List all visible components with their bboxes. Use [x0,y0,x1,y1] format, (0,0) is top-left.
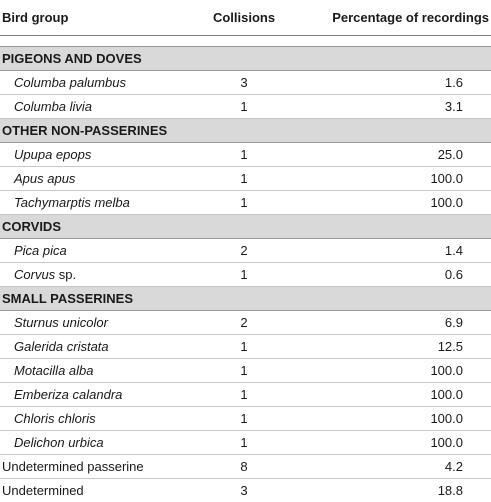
collisions-value: 1 [190,263,290,287]
percentage-value: 100.0 [290,191,491,215]
species-suffix: sp. [55,267,76,282]
percentage-value: 4.2 [290,455,491,479]
table-row [0,479,491,502]
table-row [0,335,491,359]
percentage-value: 1.4 [290,239,491,263]
header-row [0,0,491,36]
table-row [0,143,491,167]
species-name: Motacilla alba [0,359,190,383]
percentage-value: 100.0 [290,359,491,383]
table-row [0,95,491,119]
percentage-value: 100.0 [290,167,491,191]
collisions-value: 2 [190,239,290,263]
species-name: Sturnus unicolor [0,311,190,335]
table-row [0,71,491,95]
table-row [0,383,491,407]
group-row [0,215,491,239]
table-row [0,407,491,431]
table-row [0,263,491,287]
species-name [0,263,190,287]
collisions-value: 1 [190,191,290,215]
header-bird-group: Bird group [0,0,190,36]
collisions-value: 1 [190,359,290,383]
collisions-value: 1 [190,407,290,431]
collisions-value: 3 [190,479,290,502]
collisions-value: 1 [190,335,290,359]
percentage-value: 3.1 [290,95,491,119]
species-name: Columba livia [0,95,190,119]
header-collisions: Collisions [190,0,290,36]
collisions-value: 1 [190,167,290,191]
header-spacer [0,36,491,47]
percentage-value: 1.6 [290,71,491,95]
collisions-value: 2 [190,311,290,335]
percentage-value: 100.0 [290,407,491,431]
species-name: Tachymarptis melba [0,191,190,215]
percentage-value: 6.9 [290,311,491,335]
group-row [0,47,491,71]
species-name: Upupa epops [0,143,190,167]
group-label: OTHER NON-PASSERINES [0,119,491,143]
header-percentage: Percentage of recordings [290,0,491,36]
species-name: Emberiza calandra [0,383,190,407]
species-name: Columba palumbus [0,71,190,95]
species-name: Apus apus [0,167,190,191]
group-row [0,287,491,311]
species-name: Chloris chloris [0,407,190,431]
table-row [0,311,491,335]
collisions-value: 1 [190,383,290,407]
species-name: Pica pica [0,239,190,263]
group-label: CORVIDS [0,215,491,239]
group-label: SMALL PASSERINES [0,287,491,311]
table-row [0,239,491,263]
species-name: Delichon urbica [0,431,190,455]
percentage-value: 18.8 [290,479,491,502]
percentage-value: 100.0 [290,383,491,407]
species-name: Undetermined [0,479,190,502]
species-name: Galerida cristata [0,335,190,359]
table-row [0,431,491,455]
group-label: PIGEONS AND DOVES [0,47,491,71]
table-row [0,167,491,191]
collisions-value: 1 [190,143,290,167]
percentage-value: 0.6 [290,263,491,287]
genus-name: Corvus [14,267,55,282]
table-row [0,359,491,383]
species-name: Undetermined passerine [0,455,190,479]
group-row [0,119,491,143]
collisions-value: 8 [190,455,290,479]
collisions-value: 1 [190,431,290,455]
collisions-value: 1 [190,95,290,119]
percentage-value: 100.0 [290,431,491,455]
table-row [0,455,491,479]
percentage-value: 25.0 [290,143,491,167]
percentage-value: 12.5 [290,335,491,359]
table-row [0,191,491,215]
collisions-value: 3 [190,71,290,95]
